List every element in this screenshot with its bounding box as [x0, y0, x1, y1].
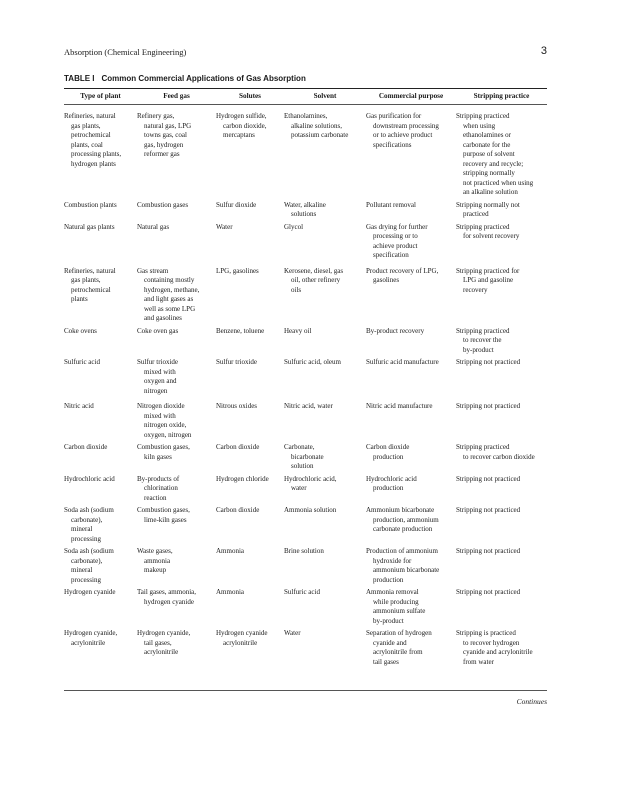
cell-line: LPG, gasolines — [216, 266, 259, 275]
cell-line: when using — [463, 121, 496, 130]
cell-line: hydrogen cyanide — [144, 597, 194, 606]
table-cell — [284, 402, 366, 443]
cell-line: Stripping practiced for — [456, 266, 520, 275]
table-row — [64, 475, 547, 507]
table-row — [64, 402, 547, 443]
cell-line: alkaline solutions, — [291, 121, 342, 130]
table-cell — [366, 223, 456, 267]
cell-line: makeup — [144, 566, 167, 574]
table-cell — [284, 223, 366, 267]
cell-line: Tail gases, ammonia, — [137, 588, 196, 596]
table-cell — [64, 506, 137, 547]
table-label: TABLE I — [64, 74, 95, 83]
table-cell — [64, 358, 137, 402]
table-cell — [64, 223, 137, 267]
cell-line: Ammonia solution — [284, 506, 337, 514]
table-cell — [284, 327, 366, 359]
cell-line: ammonia — [144, 556, 171, 565]
table-cell — [137, 267, 216, 327]
cell-line: chlorination — [144, 484, 178, 492]
cell-line: Stripping practiced — [456, 326, 510, 335]
table-cell — [366, 103, 456, 201]
table-row — [64, 629, 547, 670]
cell-line: for solvent recovery — [463, 232, 520, 240]
table-cell — [137, 358, 216, 402]
cell-line: ammonium sulfate — [373, 607, 426, 615]
cell-line: petrochemical — [71, 285, 111, 294]
cell-line: oxygen and — [144, 377, 177, 385]
table-cell — [284, 475, 366, 507]
cell-line: Soda ash (sodium — [64, 506, 114, 514]
table-cell — [366, 267, 456, 327]
cell-line: production — [373, 575, 404, 584]
cell-line: Ammonia — [216, 588, 244, 596]
cell-line: hydroxide for — [373, 556, 412, 565]
table-cell — [137, 223, 216, 267]
table-cell — [216, 443, 284, 475]
cell-line: gas, hydrogen — [144, 140, 184, 149]
table-cell — [216, 475, 284, 507]
table-cell — [137, 402, 216, 443]
cell-line: Ammonia removal — [366, 588, 419, 596]
cell-line: Sulfur trioxide — [216, 358, 258, 366]
cell-line: Gas drying for further — [366, 222, 428, 231]
cell-line: Combustion gases — [137, 200, 189, 209]
cell-line: Pollutant removal — [366, 200, 416, 209]
table-cell — [137, 547, 216, 588]
table-body — [64, 103, 547, 670]
cell-line: Carbon dioxide — [64, 443, 108, 451]
cell-line: Ammonium bicarbonate — [366, 506, 435, 514]
cell-line: kiln gases — [144, 452, 172, 461]
cell-line: practiced — [463, 210, 489, 218]
cell-line: Gas stream — [137, 266, 169, 275]
cell-line: Water — [216, 222, 233, 231]
cell-line: Natural gas — [137, 222, 170, 231]
cell-line: an alkaline solution — [463, 188, 518, 196]
cell-line: Hydrochloric acid, — [284, 474, 337, 483]
page-number: 3 — [540, 45, 547, 57]
cell-line: Refineries, natural — [64, 266, 116, 275]
table-cell — [64, 475, 137, 507]
table-cell — [456, 506, 547, 547]
table-cell — [216, 103, 284, 201]
table-cell — [456, 358, 547, 402]
table-row — [64, 103, 547, 201]
cell-line: By-products of — [137, 474, 180, 483]
cell-line: natural gas, LPG — [144, 121, 192, 130]
cell-line: Coke oven gas — [137, 326, 179, 335]
table-cell — [456, 475, 547, 507]
table-cell — [64, 201, 137, 223]
cell-line: processing — [71, 534, 101, 543]
cell-line: Refineries, natural — [64, 112, 116, 120]
table-row — [64, 358, 547, 402]
cell-line: Stripping not practiced — [456, 506, 521, 514]
table-cell — [64, 443, 137, 475]
table-cell — [456, 629, 547, 670]
table-cell — [366, 475, 456, 507]
table-cell — [216, 506, 284, 547]
cell-line: gasolines — [373, 276, 400, 284]
cell-line: Refinery gas, — [137, 112, 175, 120]
applications-table — [64, 90, 547, 670]
table-cell — [456, 223, 547, 267]
table-cell — [64, 103, 137, 201]
cell-line: acrylonitrile from — [373, 648, 423, 656]
table-cell — [64, 547, 137, 588]
cell-line: production — [373, 452, 404, 461]
cell-line: to recover hydrogen — [463, 638, 520, 647]
bottom-rule — [64, 690, 547, 691]
cell-line: Stripping normally not — [456, 200, 520, 209]
table-cell — [456, 402, 547, 443]
cell-line: gas plants, — [71, 121, 101, 130]
cell-line: Hydrogen cyanide — [64, 588, 116, 596]
cell-line: Sulfuric acid — [64, 358, 100, 366]
cell-line: Hydrogen cyanide, — [64, 629, 118, 637]
cell-line: plants — [71, 295, 88, 303]
cell-line: Stripping not practiced — [456, 474, 521, 483]
table-cell — [456, 103, 547, 201]
cell-line: and light gases as — [144, 295, 194, 303]
cell-line: petrochemical — [71, 131, 111, 139]
table-cell — [137, 629, 216, 670]
table-title — [64, 74, 306, 83]
table-cell — [137, 201, 216, 223]
cell-line: bicarbonate — [291, 452, 324, 461]
table-cell — [366, 506, 456, 547]
cell-line: Hydrogen cyanide, — [137, 629, 191, 637]
cell-line: Hydrogen sulfide, — [216, 112, 267, 120]
cell-line: lime-kiln gases — [144, 515, 187, 524]
cell-line: Sulfuric acid — [284, 588, 320, 596]
column-header: Feed gas — [163, 91, 190, 100]
cell-line: Coke ovens — [64, 326, 97, 335]
cell-line: acrylonitrile — [144, 648, 179, 656]
cell-line: Stripping not practiced — [456, 402, 521, 410]
table-cell — [137, 506, 216, 547]
cell-line: Carbon dioxide — [216, 506, 260, 514]
cell-line: cyanide and acrylonitrile — [463, 648, 533, 656]
cell-line: tail gases, — [144, 638, 172, 647]
cell-line: potassium carbonate — [291, 131, 349, 139]
cell-line: reaction — [144, 493, 167, 502]
cell-line: Stripping practiced — [456, 443, 510, 451]
cell-line: Nitric acid manufacture — [366, 402, 433, 410]
table-cell — [64, 267, 137, 327]
cell-line: nitrogen oxide, — [144, 421, 187, 429]
cell-line: mineral — [71, 566, 93, 574]
cell-line: Nitric acid, water — [284, 402, 333, 410]
table-cell — [456, 588, 547, 629]
table-cell — [284, 267, 366, 327]
table-cell — [456, 267, 547, 327]
table-cell — [366, 327, 456, 359]
cell-line: Separation of hydrogen — [366, 629, 432, 637]
cell-line: carbon dioxide, — [223, 121, 267, 130]
cell-line: Stripping not practiced — [456, 358, 521, 366]
cell-line: oils — [291, 285, 302, 294]
cell-line: Ammonia — [216, 547, 244, 555]
cell-line: Water, alkaline — [284, 200, 326, 209]
cell-line: Nitrogen dioxide — [137, 402, 185, 410]
cell-line: cyanide and — [373, 638, 407, 647]
cell-line: oil, other refinery — [291, 276, 341, 284]
cell-line: mixed with — [144, 411, 176, 420]
table-cell — [216, 267, 284, 327]
column-header: Stripping practice — [473, 91, 530, 100]
table-cell — [456, 547, 547, 588]
table-cell — [366, 402, 456, 443]
cell-line: carbonate for the — [463, 140, 511, 149]
cell-line: Nitrous oxides — [216, 402, 258, 410]
cell-line: downstream processing — [373, 121, 439, 130]
cell-line: achieve product — [373, 241, 418, 250]
table-cell — [366, 358, 456, 402]
cell-line: carbonate), — [71, 515, 103, 524]
cell-line: Product recovery of LPG, — [366, 266, 439, 275]
cell-line: Soda ash (sodium — [64, 547, 114, 555]
cell-line: nitrogen — [144, 386, 168, 395]
cell-line: Stripping practiced — [456, 222, 510, 231]
cell-line: Kerosene, diesel, gas — [284, 266, 344, 275]
table-cell — [64, 588, 137, 629]
table-cell — [284, 103, 366, 201]
cell-line: gas plants, — [71, 276, 101, 284]
cell-line: not practiced when using — [463, 178, 534, 187]
cell-line: Gas purification for — [366, 112, 422, 120]
cell-line: LPG and gasoline — [463, 276, 514, 284]
cell-line: well as some LPG — [144, 304, 196, 313]
table-cell — [284, 443, 366, 475]
cell-line: Stripping not practiced — [456, 588, 521, 596]
cell-line: Combustion gases, — [137, 506, 190, 514]
table-cell — [216, 402, 284, 443]
table-cell — [137, 327, 216, 359]
cell-line: Sulfuric acid manufacture — [366, 358, 439, 366]
cell-line: Natural gas plants — [64, 222, 115, 231]
cell-line: Ethanolamines, — [284, 112, 328, 120]
table-cell — [284, 547, 366, 588]
cell-line: water — [291, 484, 307, 492]
cell-line: by-product — [373, 616, 404, 625]
cell-line: Carbon dioxide — [216, 443, 260, 451]
table-cell — [64, 402, 137, 443]
table-cell — [64, 327, 137, 359]
cell-line: Combustion plants — [64, 200, 117, 209]
cell-line: or to achieve product — [373, 131, 433, 139]
cell-line: Sulfur dioxide — [216, 200, 257, 209]
cell-line: Hydrogen cyanide — [216, 629, 268, 637]
table-cell — [284, 588, 366, 629]
cell-line: carbonate), — [71, 556, 103, 565]
table-row — [64, 327, 547, 359]
cell-line: to recover carbon dioxide — [463, 452, 535, 461]
cell-line: ethanolamines or — [463, 131, 512, 139]
cell-line: Nitric acid — [64, 402, 94, 410]
table-cell — [216, 327, 284, 359]
cell-line: towns gas, coal — [144, 131, 187, 139]
column-header: Commercial purpose — [378, 91, 444, 100]
cell-line: by-product — [463, 345, 494, 354]
cell-line: Water — [284, 629, 301, 637]
table-row — [64, 443, 547, 475]
cell-line: recovery and recycle; — [463, 159, 524, 168]
cell-line: Hydrogen chloride — [216, 474, 269, 483]
cell-line: Sulfur trioxide — [137, 358, 179, 366]
cell-line: plants, coal — [71, 140, 103, 149]
cell-line: containing mostly — [144, 276, 195, 284]
cell-line: mixed with — [144, 367, 176, 376]
cell-line: Stripping practiced — [456, 112, 510, 120]
table-cell — [366, 629, 456, 670]
table-cell — [216, 358, 284, 402]
table-row — [64, 223, 547, 267]
table-cell — [137, 443, 216, 475]
table-cell — [366, 547, 456, 588]
cell-line: Heavy oil — [284, 326, 312, 335]
cell-line: tail gases — [373, 657, 399, 666]
cell-line: Benzene, toluene — [216, 326, 265, 335]
table-cell — [216, 223, 284, 267]
cell-line: Hydrochloric acid — [366, 474, 417, 483]
cell-line: recovery — [463, 285, 488, 294]
cell-line: solutions — [291, 210, 317, 218]
cell-line: stripping normally — [463, 169, 515, 177]
table-cell — [366, 588, 456, 629]
cell-line: carbonate production — [373, 525, 433, 533]
cell-line: specification — [373, 251, 409, 259]
cell-line: solution — [291, 462, 314, 470]
cell-line: Production of ammonium — [366, 547, 438, 555]
table-cell — [284, 358, 366, 402]
table-cell — [284, 506, 366, 547]
cell-line: Carbon dioxide — [366, 443, 410, 451]
cell-line: Glycol — [284, 222, 304, 231]
table-cell — [366, 201, 456, 223]
cell-line: Brine solution — [284, 547, 324, 555]
table-cell — [216, 629, 284, 670]
table-cell — [456, 443, 547, 475]
table-row — [64, 588, 547, 629]
cell-line: processing plants, — [71, 150, 122, 158]
running-head: Absorption (Chemical Engineering) — [64, 47, 187, 57]
continues-note: Continues — [516, 697, 547, 706]
cell-line: mercaptans — [223, 131, 255, 139]
cell-line: Stripping not practiced — [456, 547, 521, 555]
cell-line: Carbonate, — [284, 443, 315, 451]
cell-line: while producing — [373, 597, 419, 606]
cell-line: Hydrochloric acid — [64, 474, 115, 483]
cell-line: By-product recovery — [366, 326, 425, 335]
cell-line: Waste gases, — [137, 547, 173, 555]
cell-line: purpose of solvent — [463, 150, 515, 158]
table-cell — [137, 103, 216, 201]
table-cell — [284, 201, 366, 223]
table-cell — [64, 629, 137, 670]
cell-line: specifications — [373, 140, 412, 149]
cell-line: acrylonitrile — [71, 638, 106, 647]
top-rule — [64, 88, 547, 89]
cell-line: Sulfuric acid, oleum — [284, 358, 341, 366]
table-row — [64, 267, 547, 327]
cell-line: reformer gas — [144, 150, 180, 158]
cell-line: ammonium bicarbonate — [373, 566, 440, 574]
table-cell — [366, 443, 456, 475]
table-header-row — [64, 90, 547, 103]
cell-line: processing or to — [373, 232, 418, 240]
cell-line: production — [373, 484, 404, 492]
cell-line: hydrogen, methane, — [144, 285, 200, 294]
cell-line: hydrogen plants — [71, 159, 116, 168]
column-header: Solutes — [239, 91, 261, 100]
table-cell — [284, 629, 366, 670]
table-row — [64, 506, 547, 547]
table-cell — [456, 327, 547, 359]
table-cell — [216, 588, 284, 629]
table-cell — [456, 201, 547, 223]
column-header: Type of plant — [80, 91, 121, 100]
cell-line: processing — [71, 575, 101, 584]
cell-line: production, ammonium — [373, 515, 439, 524]
table-caption: Common Commercial Applications of Gas Absorption — [101, 74, 306, 83]
table-cell — [216, 547, 284, 588]
cell-line: mineral — [71, 525, 93, 533]
table-cell — [137, 588, 216, 629]
table-row — [64, 547, 547, 588]
cell-line: Combustion gases, — [137, 443, 190, 451]
cell-line: Stripping is practiced — [456, 629, 516, 637]
cell-line: oxygen, nitrogen — [144, 430, 192, 439]
column-header: Solvent — [313, 91, 337, 100]
table-row — [64, 201, 547, 223]
cell-line: from water — [463, 657, 494, 666]
cell-line: acrylonitrile — [223, 638, 258, 647]
cell-line: and gasolines — [144, 314, 182, 322]
table-cell — [137, 475, 216, 507]
table-cell — [216, 201, 284, 223]
cell-line: to recover the — [463, 336, 502, 344]
